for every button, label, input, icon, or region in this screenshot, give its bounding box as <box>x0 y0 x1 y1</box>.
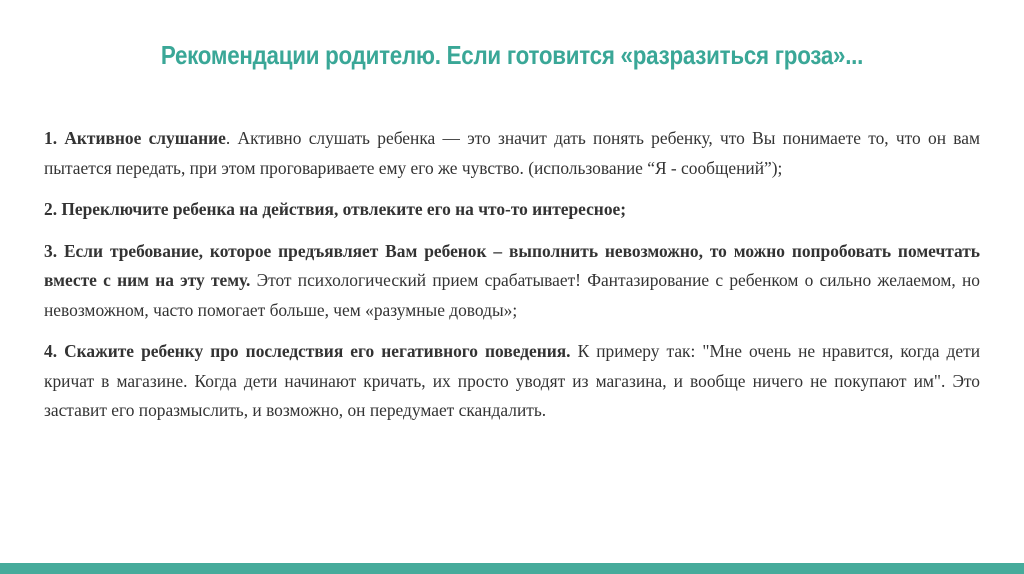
recommendation-1-body: Активно слушать ребенка — это значит дать понять ребенку, что Вы понимаете то, что он вам пытается передать, при этом проговариваете ему его же чувство. (использование “Я - сообщений”); <box>44 128 980 178</box>
recommendation-2 <box>44 195 980 225</box>
content-body <box>44 124 980 438</box>
recommendation-3-lead: 3. Если требование, которое предъявляет Вам ребенок – выполнить невозможно, то можно попробовать помечтать вместе с ним на эту тему. <box>44 240 980 290</box>
recommendation-4-lead: 4. Скажите ребенку про последствия его негативного поведения. <box>44 341 571 361</box>
recommendation-1 <box>44 124 980 183</box>
recommendation-2-lead: 2. Переключите ребенка на действия, отвлеките его на что-то интересное; <box>44 199 627 219</box>
recommendation-3-body: Этот психологический прием срабатывает! Фантазирование с ребенком о сильно желаемом, но невозможном, часто помогает больше, чем «разумные доводы»; <box>44 270 981 320</box>
recommendation-1-lead: 1. Активное слушание <box>44 128 226 148</box>
recommendation-4 <box>44 337 980 426</box>
recommendation-1-lead-punct: . <box>225 128 231 148</box>
recommendation-4-body: К примеру так: "Мне очень не нравится, когда дети кричат в магазине. Когда дети начинают кричать, их просто уводят из магазина, и вообще ничего не покупают им". Это заставит его поразмыслить, и возможно, он передумает скандалить. <box>44 341 980 420</box>
title-bar <box>0 0 1024 106</box>
recommendation-3 <box>44 237 980 326</box>
slide-title: Рекомендации родителю. Если готовится «разразиться гроза»... <box>160 40 864 70</box>
bottom-accent-bar <box>0 563 1024 574</box>
